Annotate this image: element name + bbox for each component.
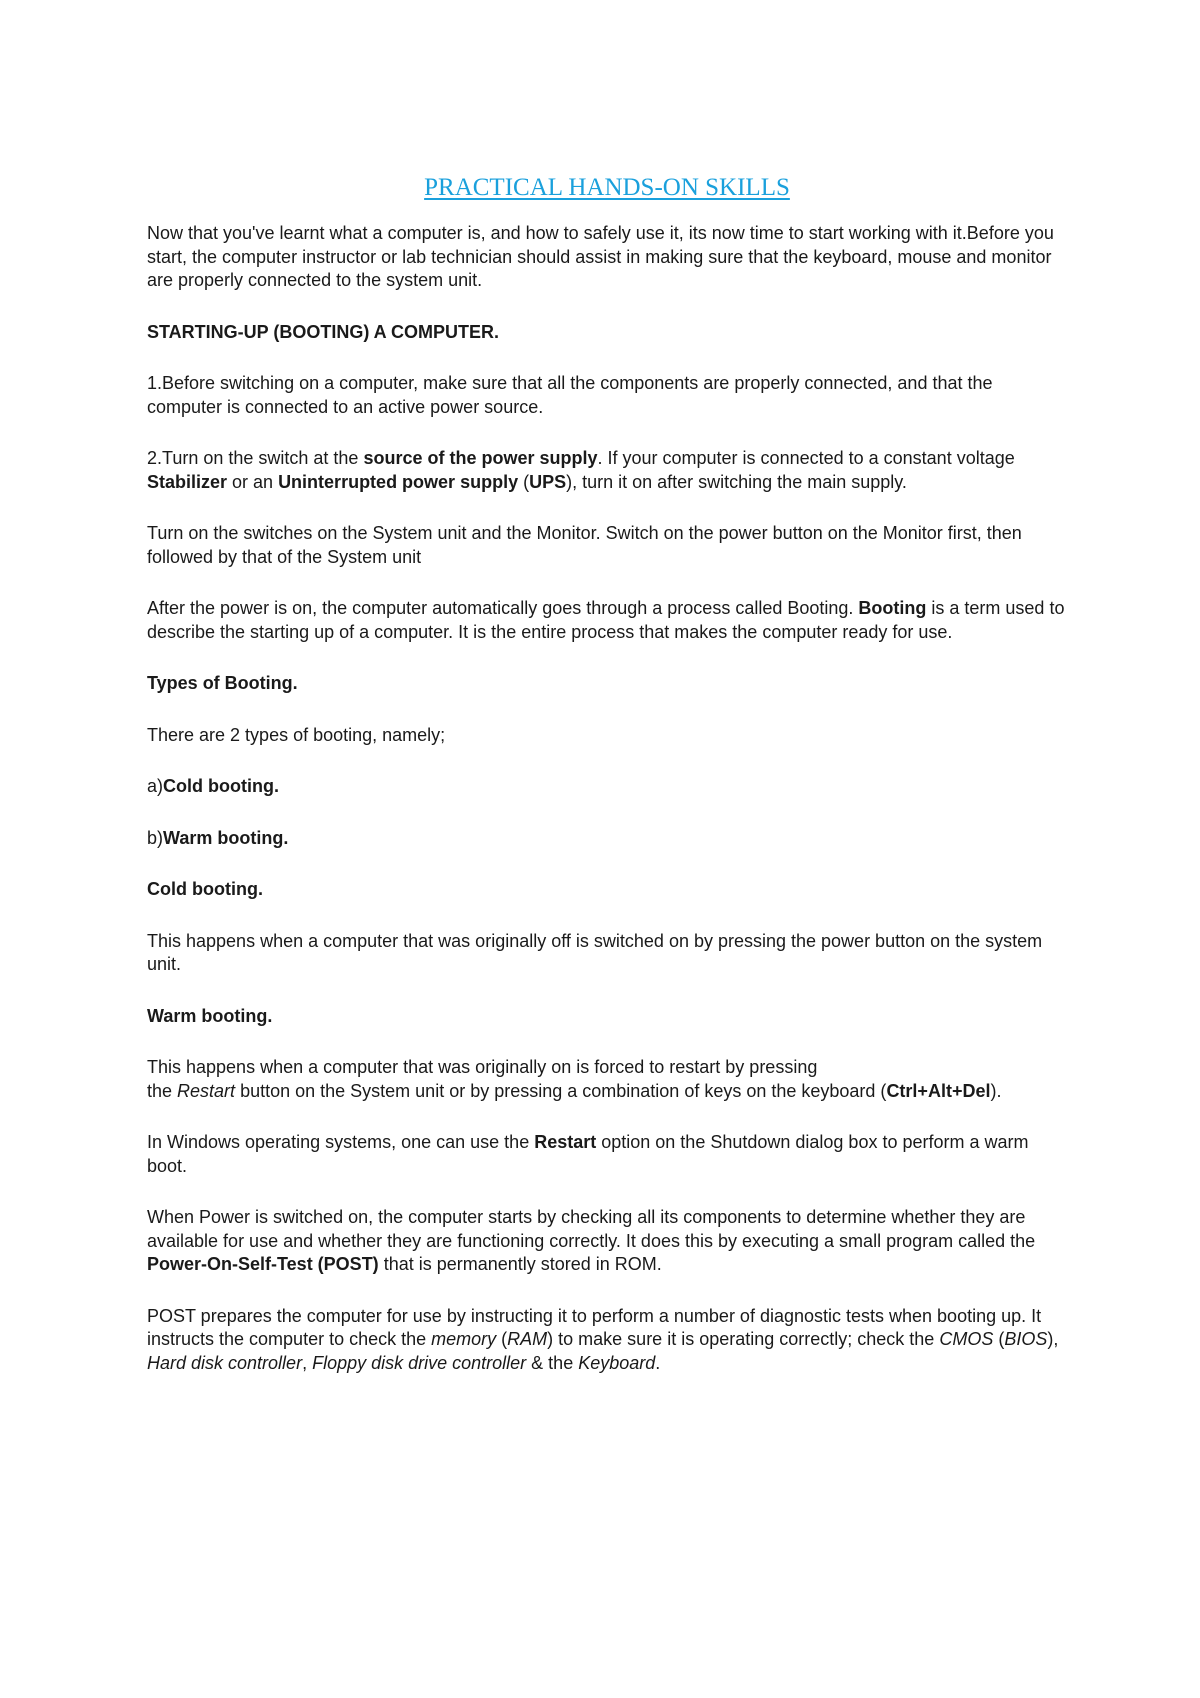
post-paragraph (147, 1305, 1067, 1376)
bold-run: Booting (858, 598, 927, 618)
section-heading-startup (147, 321, 1067, 345)
warm-paragraph (147, 1056, 1067, 1103)
italic-run: Restart (177, 1080, 236, 1101)
text-run: the (147, 1080, 178, 1101)
step2-paragraph (147, 447, 1067, 494)
text-run: In Windows operating systems, one can use the (147, 1132, 535, 1152)
bold-run: Uninterrupted power supply (278, 471, 519, 492)
text-run: ) to make sure it is operating correctly; check the (547, 1329, 940, 1349)
text-run: or an (227, 471, 279, 492)
bold-run: Stabilizer (147, 471, 228, 492)
section-heading-types (147, 672, 1067, 696)
italic-run: memory (431, 1329, 497, 1349)
italic-run: Floppy disk drive controller (312, 1352, 527, 1373)
text-run: , (302, 1352, 313, 1373)
text-run: that is permanently stored in ROM. (378, 1254, 662, 1274)
italic-run: BIOS (1004, 1329, 1048, 1349)
heading-text: Cold booting. (147, 879, 263, 899)
document-body (147, 172, 1067, 1403)
text-run: After the power is on, the computer automatically goes through a process called Booting. (147, 598, 859, 618)
section-heading-cold (147, 878, 1067, 902)
list-label: Cold booting. (163, 776, 279, 796)
text-run: option on the Shutdown dialog box to perform a warm boot. (147, 1132, 1029, 1176)
switches-paragraph: Turn on the switches on the System unit and the Monitor. Switch on the power button on the Monitor first, then followed by that of the System unit (147, 523, 1022, 567)
list-item-warm (147, 827, 1067, 851)
text-run: button on the System unit or by pressing a combination of keys on the keyboard ( (235, 1080, 887, 1101)
text-run: . (655, 1352, 661, 1373)
italic-run: RAM (507, 1329, 548, 1349)
bold-run: UPS (529, 471, 567, 492)
bold-run: source of the power supply (363, 448, 598, 468)
step1-paragraph: 1.Before switching on a computer, make sure that all the components are properly connected, and that the computer is connected to an active power source. (147, 373, 993, 417)
bold-run: Power-On-Self-Test (POST) (147, 1254, 379, 1274)
bold-run: Restart (534, 1132, 597, 1152)
text-run: is a term used to describe the starting up of a computer. It is the entire process that makes the computer ready for use. (147, 598, 1065, 642)
text-run: ( (518, 471, 530, 492)
list-prefix: a) (147, 776, 164, 796)
heading-text: STARTING-UP (BOOTING) A COMPUTER. (147, 321, 499, 342)
bold-run: Ctrl+Alt+Del (886, 1080, 991, 1101)
list-label: Warm booting. (163, 827, 289, 848)
list-prefix: b) (147, 827, 164, 848)
text-run: ). (990, 1080, 1002, 1101)
section-heading-warm (147, 1005, 1067, 1029)
text-run: & the (526, 1352, 579, 1373)
heading-text: Warm booting. (147, 1005, 273, 1026)
text-run: 2.Turn on the switch at the (147, 448, 364, 468)
text-run: . If your computer is connected to a constant voltage (597, 448, 1015, 468)
text-run: When Power is switched on, the computer starts by checking all its components to determine whether they are available for use and whether they are functioning correctly. It does this by executing a small program called the (147, 1207, 1036, 1251)
text-run: ( (496, 1329, 508, 1349)
page-title: PRACTICAL HANDS-ON SKILLS (424, 174, 790, 201)
list-item-cold (147, 775, 1067, 799)
italic-run: Hard disk controller (147, 1352, 303, 1373)
heading-text: Types of Booting. (147, 673, 298, 693)
text-run: ), turn it on after switching the main supply. (566, 471, 907, 492)
windows-paragraph (147, 1131, 1067, 1178)
text-run: ), (1047, 1329, 1059, 1349)
italic-run: Keyboard (578, 1352, 656, 1373)
types-intro-paragraph: There are 2 types of booting, namely; (147, 724, 446, 745)
power-on-paragraph (147, 1206, 1067, 1277)
text-run: This happens when a computer that was originally on is forced to restart by pressing (147, 1057, 818, 1077)
italic-run: CMOS (939, 1329, 994, 1349)
cold-paragraph: This happens when a computer that was originally off is switched on by pressing the power button on the system unit. (147, 930, 1043, 974)
intro-paragraph: Now that you've learnt what a computer is, and how to safely use it, its now time to start working with it.Before you start, the computer instructor or lab technician should assist in making sure that the keyboard, mouse and monitor are properly connected to the system unit. (147, 223, 1054, 290)
booting-paragraph (147, 597, 1067, 644)
text-run: ( (993, 1329, 1005, 1349)
text-run: POST prepares the computer for use by instructing it to perform a number of diagnostic tests when booting up. It instructs the computer to check the (147, 1305, 1042, 1349)
